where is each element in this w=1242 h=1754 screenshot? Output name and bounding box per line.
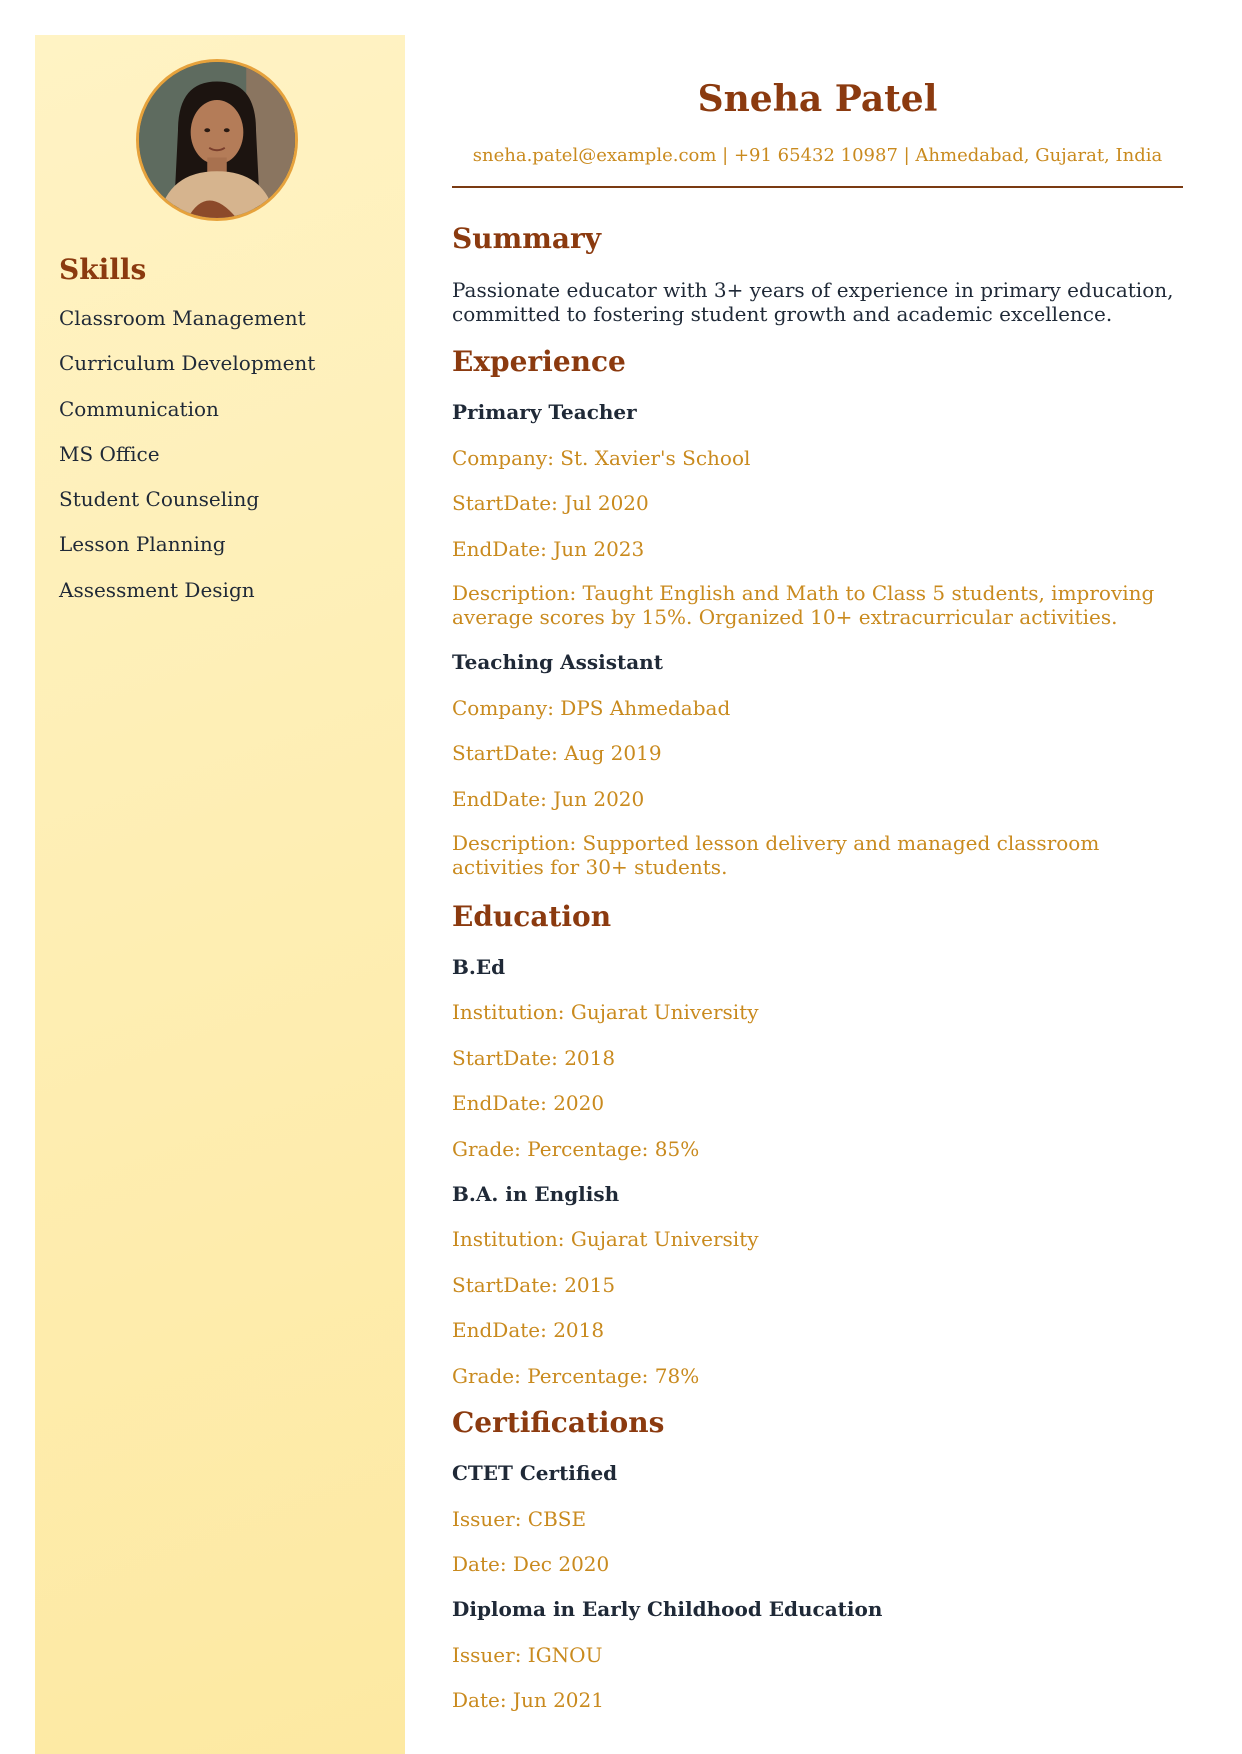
header-divider: [452, 186, 1183, 188]
sidebar: [35, 35, 405, 1754]
education-institution: Institution: Gujarat University: [452, 1227, 759, 1251]
skill-item: Classroom Management: [59, 306, 306, 330]
skills-list: [59, 305, 315, 622]
skill-item: Communication: [59, 396, 219, 421]
experience-company: Company: DPS Ahmedabad: [452, 696, 731, 720]
education-degree: B.A. in English: [452, 1182, 620, 1206]
education-start-date: StartDate: 2015: [452, 1273, 616, 1297]
experience-description: Description: Taught English and Math to Class 5 students, improving average scores by 15%. Organized 10+ extracurricular activities.: [452, 581, 1155, 629]
experience-start-date: StartDate: Jul 2020: [452, 491, 649, 515]
education-end-date: EndDate: 2020: [452, 1091, 605, 1115]
education-heading: Education: [452, 900, 612, 933]
education-degree: B.Ed: [452, 955, 506, 979]
experience-company: Company: St. Xavier's School: [452, 446, 751, 470]
summary-heading: Summary: [452, 222, 601, 255]
certification-name: CTET Certified: [452, 1461, 618, 1485]
education-grade: Grade: Percentage: 85%: [452, 1137, 700, 1161]
skill-item: MS Office: [59, 441, 160, 466]
education-start-date: StartDate: 2018: [452, 1046, 616, 1070]
experience-end-date: EndDate: Jun 2023: [452, 537, 645, 561]
certifications-heading: Certifications: [452, 1406, 665, 1439]
education-institution: Institution: Gujarat University: [452, 1000, 759, 1024]
education-end-date: EndDate: 2018: [452, 1318, 605, 1342]
experience-heading: Experience: [452, 345, 626, 378]
experience-end-date: EndDate: Jun 2020: [452, 787, 645, 811]
experience-role: Teaching Assistant: [452, 650, 663, 674]
skill-item: Student Counseling: [59, 487, 260, 512]
skills-heading: Skills: [59, 253, 147, 286]
certification-name: Diploma in Early Childhood Education: [452, 1597, 883, 1621]
summary-text: Passionate educator with 3+ years of experience in primary education, committed to fostering student growth and academic excellence.: [452, 278, 1174, 326]
certification-issuer: Issuer: IGNOU: [452, 1643, 603, 1667]
profile-photo: [139, 62, 295, 218]
candidate-name: Sneha Patel: [697, 78, 938, 120]
experience-description: Description: Supported lesson delivery and managed classroom activities for 30+ students.: [452, 831, 1100, 879]
experience-start-date: StartDate: Aug 2019: [452, 741, 662, 765]
certification-date: Date: Jun 2021: [452, 1688, 604, 1712]
education-grade: Grade: Percentage: 78%: [452, 1364, 700, 1388]
skill-item: Curriculum Development: [59, 351, 316, 376]
skill-item: Lesson Planning: [59, 532, 226, 557]
certification-issuer: Issuer: CBSE: [452, 1507, 587, 1531]
experience-role: Primary Teacher: [452, 400, 637, 424]
skill-item: Assessment Design: [59, 577, 255, 602]
certification-date: Date: Dec 2020: [452, 1552, 610, 1576]
avatar: [136, 59, 298, 221]
contact-line: sneha.patel@example.com | +91 65432 10987 | Ahmedabad, Gujarat, India: [472, 145, 1163, 166]
